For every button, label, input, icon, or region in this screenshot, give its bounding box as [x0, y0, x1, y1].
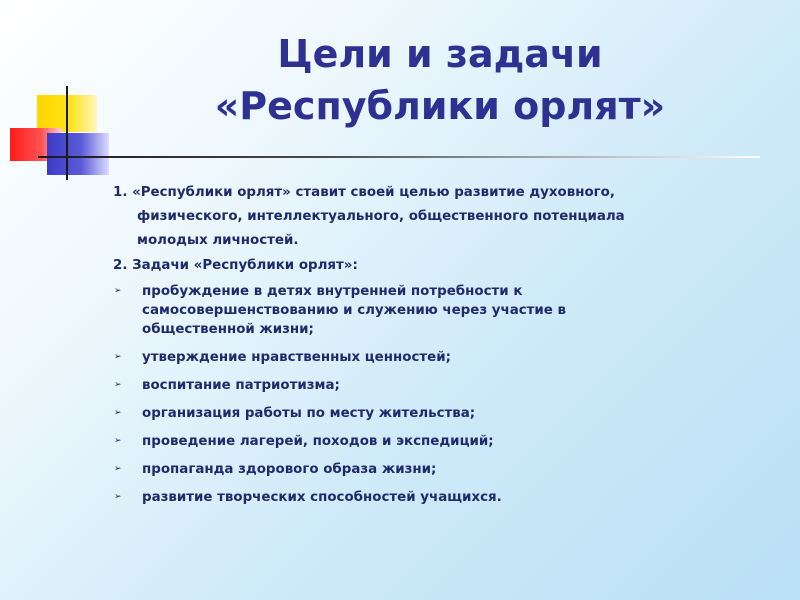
- list-item: [113, 432, 773, 451]
- decor-horizontal-line: [38, 156, 760, 158]
- task-text-line: организация работы по месту жительства;: [142, 406, 476, 421]
- task-text-line: воспитание патриотизма;: [142, 378, 340, 393]
- list-item: [113, 282, 773, 339]
- arrow-bullet-icon: ➢: [114, 352, 122, 362]
- goal-number: 1.: [113, 185, 128, 200]
- slide-title: [110, 28, 770, 132]
- slide-content: [113, 181, 773, 516]
- task-text-line: пропаганда здорового образа жизни;: [142, 462, 437, 477]
- arrow-bullet-icon: ➢: [114, 380, 122, 390]
- goal-paragraph: [113, 181, 773, 253]
- arrow-bullet-icon: ➢: [114, 286, 122, 296]
- arrow-bullet-icon: ➢: [114, 492, 122, 502]
- task-text-line: пробуждение в детях внутренней потребности к: [142, 284, 523, 299]
- list-item: [113, 404, 773, 423]
- goal-line-3: молодых личностей.: [137, 233, 299, 248]
- title-line-2: «Республики орлят»: [214, 84, 666, 128]
- task-text-line: общественной жизни;: [142, 322, 314, 337]
- task-text-line: самосовершенствованию и служению через участие в: [142, 303, 567, 318]
- tasks-list: [113, 282, 773, 507]
- arrow-bullet-icon: ➢: [114, 436, 122, 446]
- arrow-bullet-icon: ➢: [114, 408, 122, 418]
- goal-line-1: «Республики орлят» ставит своей целью развитие духовного,: [132, 185, 615, 200]
- decor-vertical-line: [66, 86, 68, 180]
- list-item: [113, 348, 773, 367]
- task-text-line: утверждение нравственных ценностей;: [142, 350, 451, 365]
- list-item: [113, 460, 773, 479]
- decor-blue-square: [47, 133, 109, 175]
- arrow-bullet-icon: ➢: [114, 464, 122, 474]
- title-line-1: Цели и задачи: [277, 32, 603, 76]
- list-item: [113, 488, 773, 507]
- task-text-line: проведение лагерей, походов и экспедиций;: [142, 434, 494, 449]
- tasks-heading: 2. Задачи «Республики орлят»:: [113, 258, 358, 273]
- goal-line-2: физического, интеллектуального, общественного потенциала: [137, 209, 625, 224]
- task-text-line: развитие творческих способностей учащихся.: [142, 490, 502, 505]
- list-item: [113, 376, 773, 395]
